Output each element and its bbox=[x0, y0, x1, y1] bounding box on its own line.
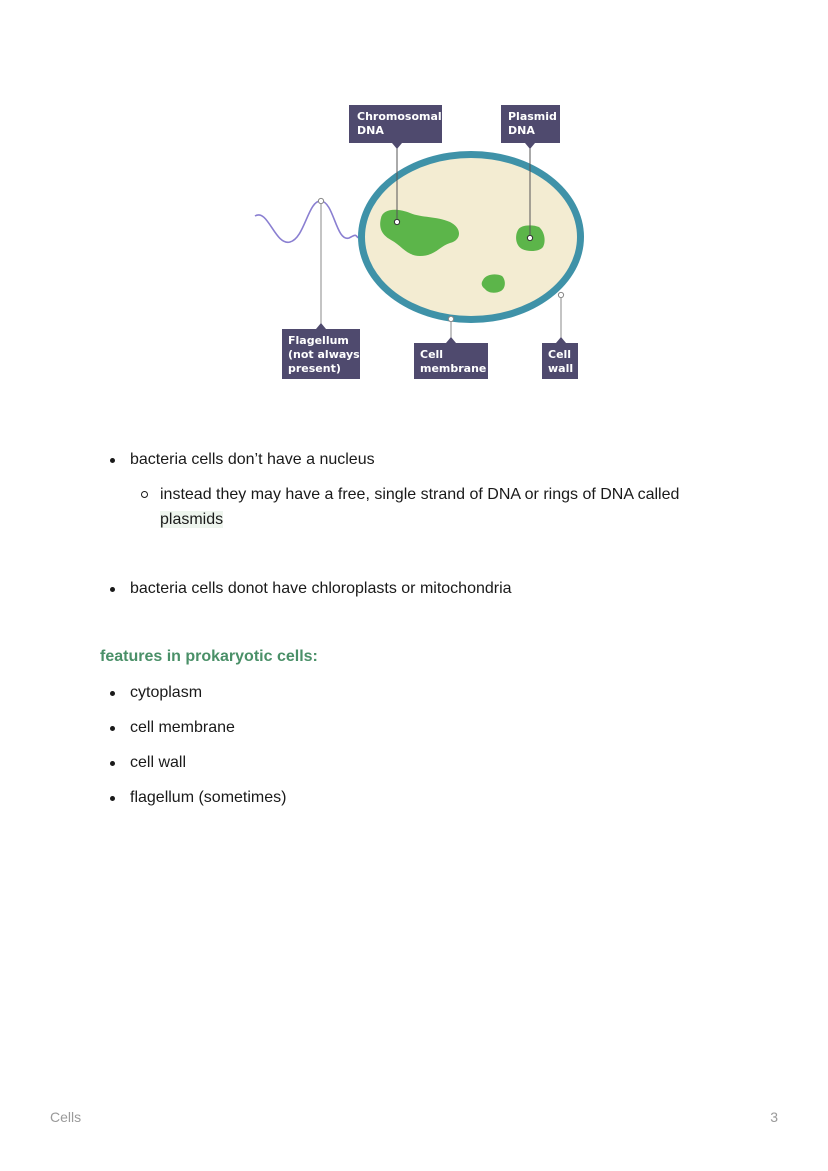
page-number: 3 bbox=[770, 1109, 778, 1125]
label-chromosomal-dna-line1: Chromosomal bbox=[357, 110, 442, 123]
label-flagellum bbox=[282, 323, 360, 379]
feature-flagellum: flagellum (sometimes) bbox=[130, 789, 287, 806]
label-cell-membrane-line2: membrane bbox=[420, 362, 487, 375]
label-cell-membrane-line1: Cell bbox=[420, 348, 444, 361]
feature-cell-wall: cell wall bbox=[130, 754, 187, 771]
label-plasmid-dna-line1: Plasmid bbox=[508, 110, 557, 123]
list-item bbox=[112, 681, 202, 705]
label-flagellum-line2: (not always bbox=[288, 348, 360, 361]
label-cell-membrane bbox=[414, 337, 488, 379]
bullet-no-nucleus bbox=[112, 448, 375, 472]
list-item bbox=[112, 786, 286, 810]
feature-cell-membrane: cell membrane bbox=[130, 719, 235, 736]
label-plasmid-dna bbox=[501, 105, 560, 149]
bullet-no-nucleus-text: bacteria cells don’t have a nucleus bbox=[130, 451, 375, 468]
footer-title: Cells bbox=[50, 1109, 82, 1125]
label-plasmid-dna-line2: DNA bbox=[508, 124, 535, 137]
feature-cytoplasm: cytoplasm bbox=[130, 684, 203, 701]
label-cell-wall bbox=[542, 337, 578, 379]
bullet-no-chloroplasts bbox=[112, 577, 512, 601]
sub-bullet-plasmids-text: instead they may have a free, single strand of DNA or rings of DNA called bbox=[160, 486, 680, 503]
prokaryotic-cell-diagram bbox=[250, 100, 590, 390]
label-flagellum-line1: Flagellum bbox=[288, 334, 349, 347]
label-chromosomal-dna bbox=[349, 105, 442, 149]
bullet-no-chloroplasts-text: bacteria cells donot have chloroplasts or mitochondria bbox=[130, 580, 512, 597]
plasmids-highlight: plasmids bbox=[160, 511, 224, 528]
section-heading: features in prokaryotic cells: bbox=[100, 648, 318, 665]
label-flagellum-line3: present) bbox=[288, 362, 341, 375]
list-item bbox=[112, 716, 235, 740]
label-cell-wall-line2: wall bbox=[548, 362, 574, 375]
label-chromosomal-dna-line2: DNA bbox=[357, 124, 384, 137]
sub-bullet-plasmids bbox=[142, 482, 722, 532]
flagellum bbox=[255, 201, 358, 242]
label-cell-wall-line1: Cell bbox=[548, 348, 572, 361]
list-item bbox=[112, 751, 186, 775]
